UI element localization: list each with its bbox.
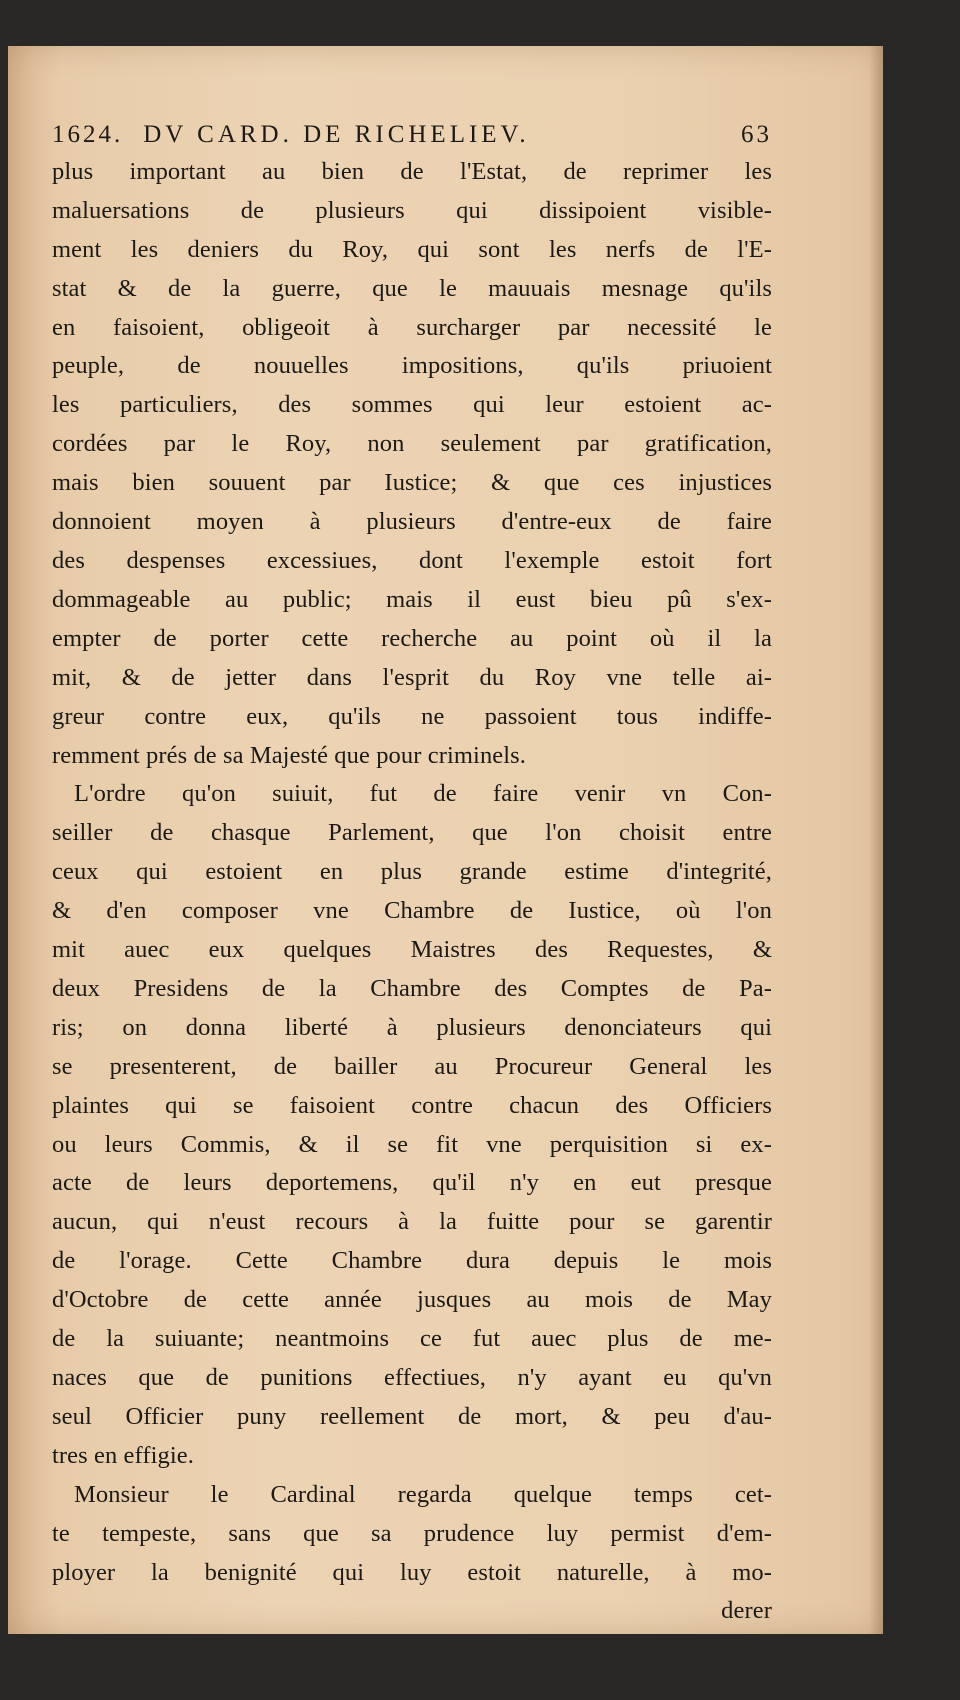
- text-line: ris; on donna liberté à plusieurs denonciateurs qui: [52, 1013, 772, 1041]
- text-line: stat & de la guerre, que le mauuais mesnage qu'ils: [52, 274, 772, 302]
- text-line: des despenses excessiues, dont l'exemple estoit fort: [52, 546, 772, 574]
- text-line: ceux qui estoient en plus grande estime d'integrité,: [52, 858, 772, 886]
- text-line: acte de leurs deportemens, qu'il n'y en eut presque: [52, 1169, 772, 1197]
- text-line: ou leurs Commis, & il se fit vne perquisition si ex-: [52, 1130, 772, 1158]
- text-line: naces que de punitions effectiues, n'y ayant eu qu'vn: [52, 1364, 772, 1391]
- text-line: plaintes qui se faisoient contre chacun des Officiers: [52, 1091, 772, 1119]
- header-title: DV CARD. DE RICHELIEV.: [143, 121, 530, 148]
- text-line: & d'en composer vne Chambre de Iustice, où l'on: [52, 897, 772, 925]
- page-edge-shadow: [869, 46, 883, 1634]
- text-line: seiller de chasque Parlement, que l'on choisit entre: [52, 819, 772, 847]
- text-line: dommageable au public; mais il eust bieu pû s'ex-: [52, 585, 772, 613]
- text-line: aucun, qui n'eust recours à la fuitte pour se garentir: [52, 1208, 772, 1236]
- text-line: plus important au bien de l'Estat, de reprimer les: [52, 157, 772, 185]
- paragraph-1: [52, 153, 772, 776]
- page-number: 63: [741, 121, 772, 148]
- text-line: se presenterent, de bailler au Procureur General les: [52, 1052, 772, 1080]
- text-line: L'ordre qu'on suiuit, fut de faire venir vn Con-: [74, 780, 772, 808]
- text-line: empter de porter cette recherche au point où il la: [52, 624, 772, 652]
- text-line: remment prés de sa Majesté que pour criminels.: [52, 741, 527, 769]
- text-line: donnoient moyen à plusieurs d'entre-eux de faire: [52, 508, 772, 536]
- text-line: mit, & de jetter dans l'esprit du Roy vne telle ai-: [52, 663, 772, 691]
- text-line: te tempeste, sans que sa prudence luy permist d'em-: [52, 1519, 772, 1547]
- text-line: Monsieur le Cardinal regarda quelque temps cet-: [74, 1480, 772, 1508]
- paragraph-2: [52, 775, 772, 1475]
- text-line: mais bien souuent par Iustice; & que ces injustices: [52, 469, 772, 497]
- header-year: 1624.: [52, 121, 124, 148]
- text-line: en faisoient, obligeoit à surcharger par necessité le: [52, 313, 772, 341]
- text-line: greur contre eux, qu'ils ne passoient tous indiffe-: [52, 702, 772, 730]
- text-line: deux Presidens de la Chambre des Comptes de Pa-: [52, 974, 772, 1002]
- paragraph-3: [52, 1476, 772, 1593]
- text-line: mit auec eux quelques Maistres des Requestes, &: [52, 936, 772, 964]
- text-line: tres en effigie.: [52, 1441, 194, 1469]
- catchword: derer: [721, 1597, 772, 1625]
- text-line: maluersations de plusieurs qui dissipoient visible-: [52, 196, 772, 224]
- running-header: [52, 116, 772, 155]
- text-line: ployer la benignité qui luy estoit naturelle, à mo-: [52, 1558, 772, 1586]
- text-line: de la suiuante; neantmoins ce fut auec plus de me-: [52, 1325, 772, 1353]
- book-page: [8, 46, 883, 1634]
- text-line: peuple, de nouuelles impositions, qu'ils priuoient: [52, 352, 772, 380]
- text-line: seul Officier puny reellement de mort, & peu d'au-: [52, 1402, 772, 1430]
- text-line: ment les deniers du Roy, qui sont les nerfs de l'E-: [52, 235, 772, 263]
- text-line: les particuliers, des sommes qui leur estoient ac-: [52, 391, 772, 419]
- text-line: d'Octobre de cette année jusques au mois de May: [52, 1286, 772, 1314]
- text-block: [52, 116, 772, 1631]
- text-line: de l'orage. Cette Chambre dura depuis le mois: [52, 1247, 772, 1275]
- text-line: cordées par le Roy, non seulement par gratification,: [52, 430, 772, 458]
